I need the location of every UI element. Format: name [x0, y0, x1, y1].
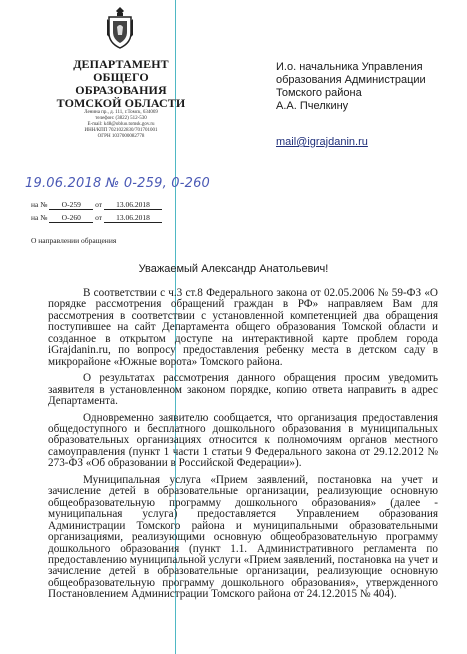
addressee-line-3: Томского района	[276, 87, 362, 99]
department-name-line-1: ДЕПАРТАМЕНТ	[73, 57, 169, 71]
letter-body	[48, 288, 438, 606]
sender-phone: телефон: (3822) 512-530	[95, 116, 147, 121]
sender-block	[48, 58, 194, 140]
subject-line: О направлении обращения	[31, 236, 117, 245]
sender-address: Ленина пр., д. 111, г.Томск, 634069	[84, 110, 158, 115]
paragraph-3: Одновременно заявителю сообщается, что организация предоставления общедоступного и бесплатного дошкольного образования в муниципальных образовательных организациях относится к полномочиям органов местного самоуправления (пункт 1 части 1 статьи 9 Федерального закона от 29.12.2012 № 273-ФЗ «Об образовании в Российской Федерации»).	[48, 411, 438, 470]
department-name-line-2: ОБЩЕГО ОБРАЗОВАНИЯ	[75, 70, 167, 97]
addressee-line-1: И.о. начальника Управления	[276, 61, 423, 73]
registration-date: 13.06.2018	[104, 213, 162, 223]
department-name-line-3: ТОМСКОЙ ОБЛАСТИ	[56, 96, 186, 110]
addressee-email-link[interactable]: mail@igrajdanin.ru	[276, 136, 368, 148]
addressee-block	[276, 61, 456, 113]
registration-number: О-260	[49, 213, 93, 223]
sender-inn: ИНН/КПП 7021022830/701701001	[84, 128, 158, 133]
handwritten-registration: 19.06.2018 № 0-259, 0-260	[25, 176, 211, 191]
paragraph-4: Муниципальная услуга «Прием заявлений, постановка на учет и зачисление детей в образовательные организации, реализующие основную общеобразовательную программу дошкольного образования» (далее - муниципальная услуга) предоставляется Управлением образования Администрации Томского района и муниципальными образовательными организациями, реализующими основную общеобразовательную программу дошкольного образования (пункт 1.1. Административного регламента по предоставлению муниципальной услуги «Прием заявлений, постановка на учет и зачисление детей в образовательные организации, реализующие основную общеобразовательную программу дошкольного образования», утвержденного Постановлением Администрации Томского района от 24.12.2015 № 404).	[48, 473, 438, 601]
registration-line-1: на № О-259 от 13.06.2018	[31, 200, 162, 210]
registration-line-2: на № О-260 от 13.06.2018	[31, 213, 162, 223]
addressee-line-4: А.А. Пчелкину	[276, 100, 349, 112]
paragraph-2: О результатах рассмотрения данного обращения просим уведомить заявителя в установленном законом порядке, копию ответа направить в адрес Департамента.	[48, 372, 438, 408]
paragraph-1: В соответствии с ч.3 ст.8 Федерального закона от 02.05.2006 № 59-ФЗ «О порядке рассмотрения обращений граждан в РФ» направляем Вам для рассмотрения в соответствии с установленной компетенцией два обращения поступившее на сайт Департамента общего образования Томской области и созданное в открытом доступе на интерактивной карте проблем города iGrajdanin.ru, по вопросу предоставления ребенку места в детском саду в микрорайоне «Южные ворота» Томского района.	[48, 287, 438, 368]
greeting: Уважаемый Александр Анатольевич!	[138, 263, 329, 275]
coat-of-arms-emblem	[106, 7, 134, 49]
registration-date: 13.06.2018	[104, 200, 162, 210]
addressee-line-2: образования Администрации	[276, 74, 426, 86]
sender-email: E-mail: k48@obluo.tomsk.gov.ru	[87, 122, 155, 127]
sender-ogrn: ОГРН 1037000082778	[97, 134, 145, 139]
registration-number: О-259	[49, 200, 93, 210]
